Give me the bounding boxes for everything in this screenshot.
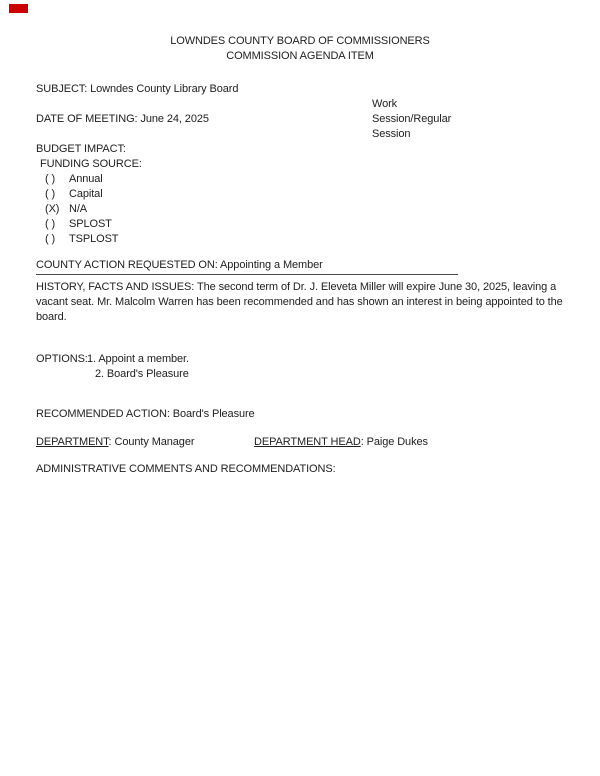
options-label: OPTIONS:	[36, 353, 88, 365]
date-of-meeting-value: June 24, 2025	[140, 113, 209, 125]
checkbox-mark: ( )	[45, 218, 56, 230]
recommended-action-value: Board's Pleasure	[172, 408, 255, 420]
date-of-meeting-label: DATE OF MEETING:	[36, 113, 138, 125]
county-action-label: COUNTY ACTION REQUESTED ON:	[36, 259, 218, 271]
department-head-label: DEPARTMENT HEAD	[254, 436, 361, 448]
options-section	[36, 352, 564, 382]
subject-line	[36, 82, 564, 97]
department-head-value: Paige Dukes	[366, 436, 428, 448]
recommended-action-label: RECOMMENDED ACTION:	[36, 408, 170, 420]
funding-option-label: N/A	[69, 203, 88, 215]
department-label: DEPARTMENT	[36, 436, 109, 448]
title-line-1: LOWNDES COUNTY BOARD OF COMMISSIONERS	[170, 35, 430, 47]
meeting-type-line-1: Work	[372, 98, 398, 110]
budget-impact-line: BUDGET IMPACT:	[36, 143, 126, 155]
recommended-action-line	[36, 407, 564, 422]
funding-option-label: Annual	[69, 173, 103, 185]
checkbox-mark-checked: (X)	[45, 203, 60, 215]
colon: :	[108, 436, 112, 448]
options-list	[87, 352, 189, 382]
funding-option-na	[36, 202, 564, 217]
funding-option-label: SPLOST	[69, 218, 112, 230]
funding-option-capital	[36, 187, 564, 202]
funding-option-annual	[36, 172, 564, 187]
checkbox-mark: ( )	[45, 173, 56, 185]
county-action-line	[36, 258, 458, 275]
department-value: County Manager	[114, 436, 195, 448]
funding-option-label: TSPLOST	[69, 233, 119, 245]
date-of-meeting-line	[36, 112, 372, 127]
document-title	[36, 34, 564, 64]
meeting-type	[372, 97, 482, 142]
funding-option-splost	[36, 217, 564, 232]
meeting-type-line-2: Session/Regular	[372, 113, 452, 125]
meeting-row	[36, 97, 564, 142]
meeting-type-line-3: Session	[372, 128, 411, 140]
history-paragraph	[36, 280, 568, 325]
history-label: HISTORY, FACTS AND ISSUES:	[36, 281, 195, 293]
colon: :	[360, 436, 364, 448]
meeting-left-column	[36, 97, 372, 142]
checkbox-mark: ( )	[45, 188, 56, 200]
funding-source-label: FUNDING SOURCE:	[40, 158, 142, 170]
department-head-line	[254, 436, 428, 448]
history-text: The second term of Dr. J. Eleveta Miller will expire June 30, 2025, leaving a vacant seat. Mr. Malcolm Warren has been recommended and has shown an interest in being appointed to the board.	[36, 281, 563, 323]
funding-option-label: Capital	[69, 188, 103, 200]
county-action-value: Appointing a Member	[220, 259, 323, 271]
subject-label: SUBJECT:	[36, 83, 88, 95]
red-item-marker	[9, 4, 28, 13]
title-line-2: COMMISSION AGENDA ITEM	[226, 50, 374, 62]
option-item-2: 2. Board's Pleasure	[95, 368, 189, 380]
option-item-1: 1. Appoint a member.	[87, 353, 189, 365]
checkbox-mark: ( )	[45, 233, 56, 245]
admin-comments-line: ADMINISTRATIVE COMMENTS AND RECOMMENDATIONS:	[36, 463, 336, 475]
department-row	[36, 435, 564, 450]
funding-option-tsplost	[36, 232, 564, 247]
subject-value: Lowndes County Library Board	[90, 83, 239, 95]
department-line	[36, 435, 254, 450]
